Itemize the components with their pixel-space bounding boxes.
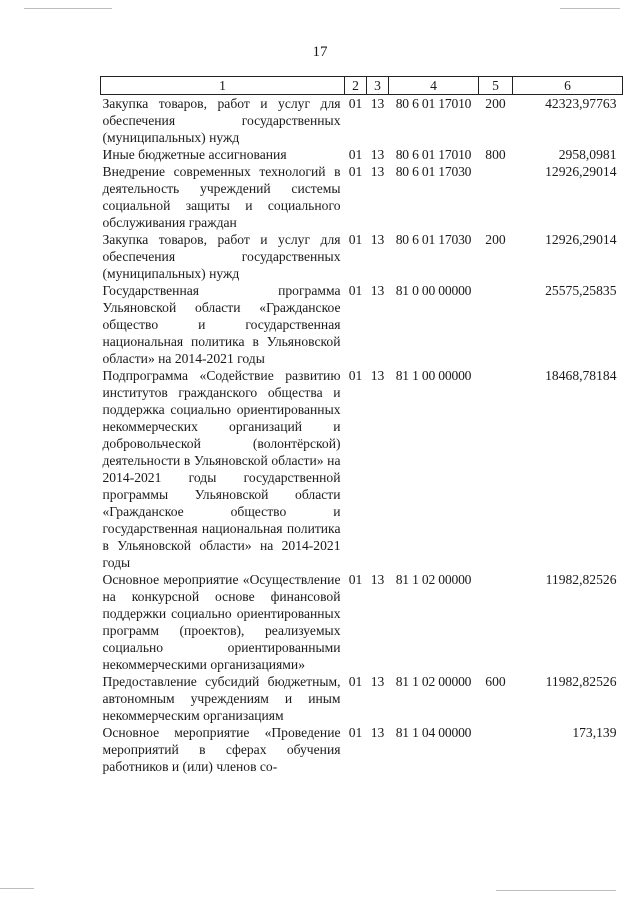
table-row xyxy=(101,231,623,282)
row-section: 01 xyxy=(348,283,363,298)
table-row xyxy=(101,282,623,367)
column-header-1: 1 xyxy=(101,77,345,95)
row-name: Основное мероприятие «Проведение мероприятий в сферах обучения работников и (или) членов со- xyxy=(102,725,341,774)
row-expense-type xyxy=(479,724,513,775)
row-target-code: 81 1 04 00000 xyxy=(395,725,472,740)
row-amount: 11982,82526 xyxy=(545,572,617,587)
row-target-code: 81 1 02 00000 xyxy=(395,572,472,587)
row-amount: 2958,0981 xyxy=(558,147,617,162)
row-section: 01 xyxy=(348,368,363,383)
row-name: Иные бюджетные ассигнования xyxy=(102,147,287,162)
column-header-3: 3 xyxy=(367,77,389,95)
scan-edge-top-right xyxy=(560,8,620,9)
row-amount: 12926,29014 xyxy=(545,232,617,247)
column-header-6: 6 xyxy=(513,77,623,95)
page-number: 17 xyxy=(312,44,328,60)
column-header-4: 4 xyxy=(389,77,479,95)
budget-table xyxy=(100,76,623,775)
row-name: Закупка товаров, работ и услуг для обеспечения государственных (муниципальных) нужд xyxy=(102,96,341,145)
column-header-2: 2 xyxy=(345,77,367,95)
row-name: Предоставление субсидий бюджетным, автономным учреждениям и иным некоммерческим организациям xyxy=(102,674,341,723)
row-expense-type xyxy=(479,163,513,231)
row-section: 01 xyxy=(348,96,363,111)
row-target-code: 80 6 01 17010 xyxy=(395,147,472,162)
row-name: Подпрограмма «Содействие развитию институтов гражданского общества и поддержка социально ориентированных некоммерческих организаций и добровольческой (волонтёрской) деятельности в Ульяновской области» на 2014-2021 годы государственной программы Ульяновской области «Гражданское общество и государственная национальная политика в Ульяновской области» на 2014-2021 годы xyxy=(102,368,341,570)
row-name: Основное мероприятие «Осуществление на конкурсной основе финансовой поддержки социально ориентированных программ (проектов), реализуемых социально ориентированными некоммерческими организациями» xyxy=(102,572,341,672)
row-subsection: 13 xyxy=(370,232,385,247)
row-subsection: 13 xyxy=(370,725,385,740)
row-amount: 173,139 xyxy=(572,725,617,740)
table-row xyxy=(101,367,623,571)
row-target-code: 80 6 01 17010 xyxy=(395,96,472,111)
row-amount: 11982,82526 xyxy=(545,674,617,689)
row-section: 01 xyxy=(348,674,363,689)
row-section: 01 xyxy=(348,147,363,162)
row-expense-type: 600 xyxy=(485,674,506,689)
row-target-code: 81 1 00 00000 xyxy=(395,368,472,383)
table-row xyxy=(101,146,623,163)
row-subsection: 13 xyxy=(370,283,385,298)
row-target-code: 80 6 01 17030 xyxy=(395,232,472,247)
row-subsection: 13 xyxy=(370,674,385,689)
row-expense-type: 200 xyxy=(485,96,506,111)
scan-edge-bottom-left xyxy=(0,888,34,889)
row-section: 01 xyxy=(348,164,363,179)
row-amount: 12926,29014 xyxy=(545,164,617,179)
row-target-code: 80 6 01 17030 xyxy=(395,164,472,179)
row-target-code: 81 0 00 00000 xyxy=(395,283,472,298)
row-name: Государственная программа Ульяновской области «Гражданское общество и государственная национальная политика в Ульяновской области» на 2014-2021 годы xyxy=(102,283,341,366)
row-expense-type xyxy=(479,367,513,571)
table-row xyxy=(101,673,623,724)
row-subsection: 13 xyxy=(370,164,385,179)
row-expense-type: 800 xyxy=(485,147,506,162)
row-expense-type: 200 xyxy=(485,232,506,247)
table-header-row xyxy=(101,77,623,95)
column-header-5: 5 xyxy=(479,77,513,95)
row-amount: 25575,25835 xyxy=(545,283,617,298)
row-section: 01 xyxy=(348,572,363,587)
row-name: Закупка товаров, работ и услуг для обеспечения государственных (муниципальных) нужд xyxy=(102,232,341,281)
row-expense-type xyxy=(479,282,513,367)
row-section: 01 xyxy=(348,232,363,247)
row-subsection: 13 xyxy=(370,572,385,587)
table-row xyxy=(101,95,623,147)
scan-edge-top-left xyxy=(24,8,112,9)
table-row xyxy=(101,571,623,673)
row-subsection: 13 xyxy=(370,96,385,111)
row-amount: 42323,97763 xyxy=(545,96,617,111)
row-amount: 18468,78184 xyxy=(545,368,617,383)
scan-edge-bottom-right xyxy=(496,890,616,891)
row-expense-type xyxy=(479,571,513,673)
table-row xyxy=(101,724,623,775)
row-section: 01 xyxy=(348,725,363,740)
row-name: Внедрение современных технологий в деятельность учреждений системы социальной защиты и социального обслуживания граждан xyxy=(102,164,341,230)
table-row xyxy=(101,163,623,231)
row-subsection: 13 xyxy=(370,147,385,162)
row-target-code: 81 1 02 00000 xyxy=(395,674,472,689)
row-subsection: 13 xyxy=(370,368,385,383)
